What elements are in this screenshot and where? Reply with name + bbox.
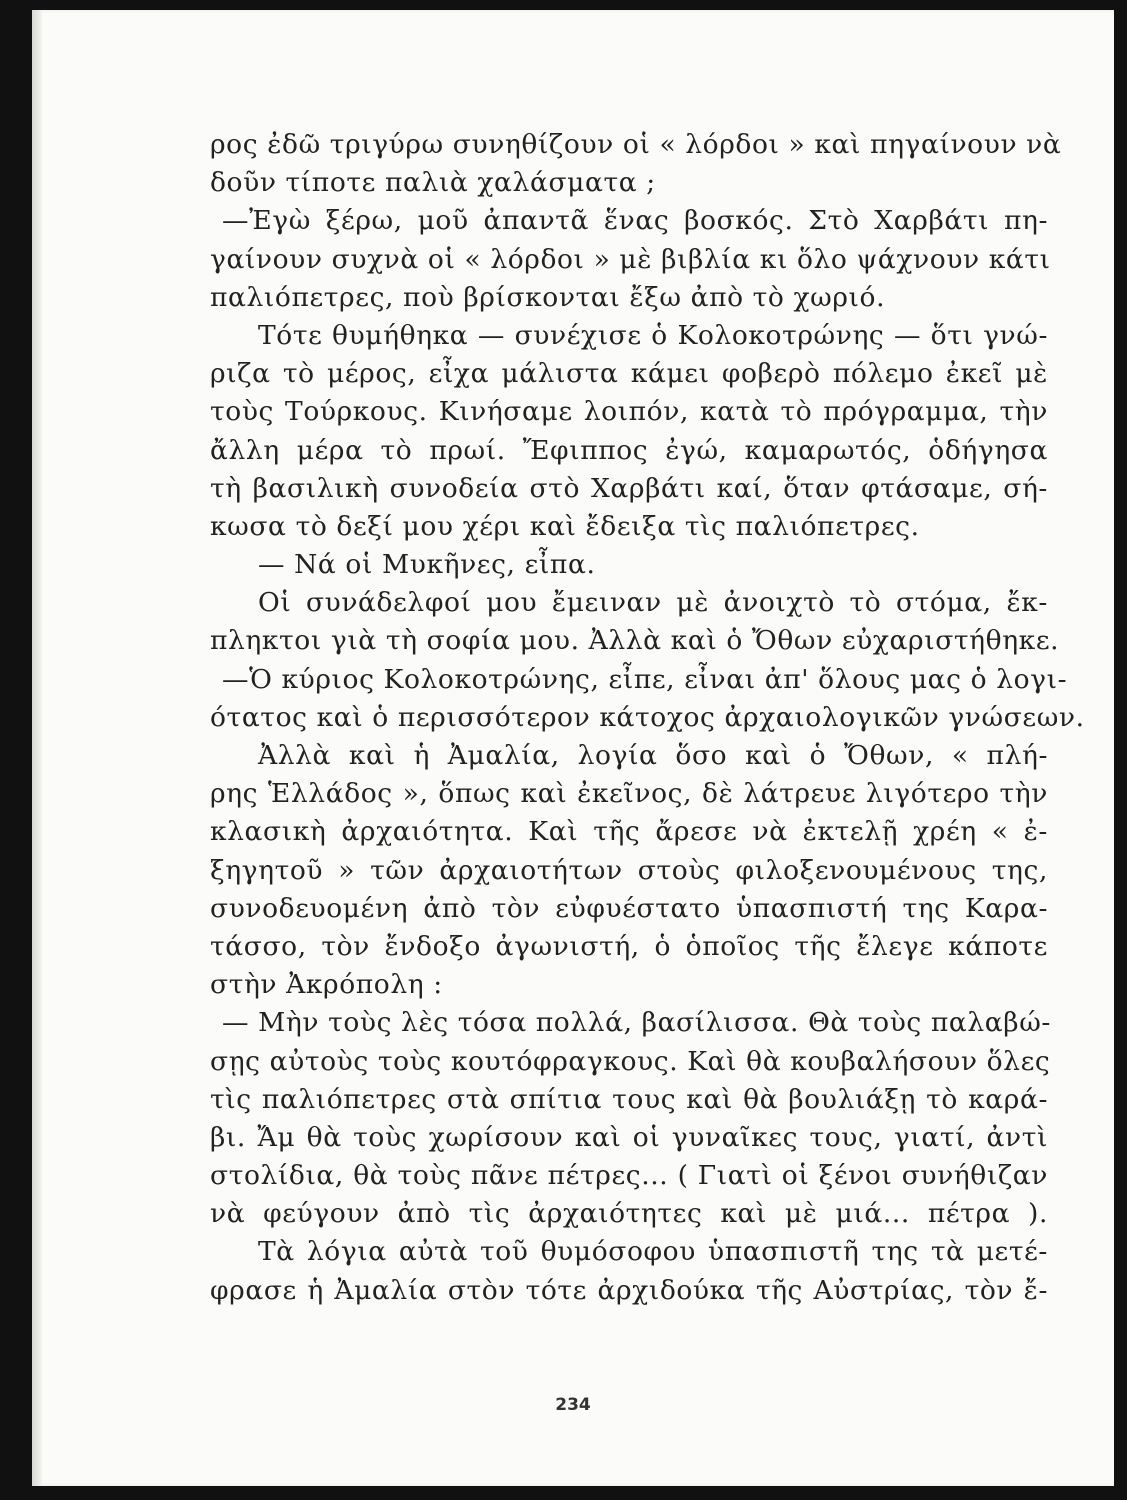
text-line: — Μὴν τοὺς λὲς τόσα πολλά, βασίλισσα. Θὰ τοὺς παλαβώ- [222, 1007, 1051, 1039]
book-page [32, 10, 1114, 1486]
body-text [210, 126, 1085, 1310]
text-line: —Ἐγὼ ξέρω, μοῦ ἀπαντᾶ ἕνας βοσκός. Στὸ Χαρβάτι πη- [222, 205, 1048, 237]
text-line: σῃς αὐτοὺς τοὺς κουτόφραγκους. Καὶ θὰ κουβαλήσουν ὅλες [210, 1045, 1051, 1077]
text-line: ότατος καὶ ὁ περισσότερον κάτοχος ἀρχαιολογικῶν γνώσεων. [210, 701, 1085, 733]
text-line: Οἱ συνάδελφοί μου ἔμειναν μὲ ἀνοιχτὸ τὸ στόμα, ἔκ- [258, 587, 1048, 619]
text-line: Τότε θυμήθηκα — συνέχισε ὁ Κολοκοτρώνης — ὅτι γνώ- [258, 319, 1048, 351]
text-line: — Νά οἱ Μυκῆνες, εἶπα. [258, 549, 596, 581]
text-line: ξηγητοῦ » τῶν ἀρχαιοτήτων στοὺς φιλοξενουμένους της, [210, 854, 1048, 886]
page-number: 234 [555, 1395, 591, 1415]
text-line: τὶς παλιόπετρες στὰ σπίτια τους καὶ θὰ βουλιάξῃ τὸ καρά- [210, 1083, 1048, 1115]
text-line: Τὰ λόγια αὐτὰ τοῦ θυμόσοφου ὑπασπιστῆ της τὰ μετέ- [258, 1236, 1048, 1268]
page-edge [32, 10, 42, 1486]
text-line: παλιόπετρες, ποὺ βρίσκονται ἔξω ἀπὸ τὸ χωριό. [210, 281, 886, 313]
text-line: γαίνουν συχνὰ οἱ « λόρδοι » μὲ βιβλία κι ὅλο ψάχνουν κάτι [210, 243, 1051, 275]
text-line: τάσσο, τὸν ἔνδοξο ἀγωνιστή, ὁ ὁποῖος τῆς ἔλεγε κάποτε [210, 930, 1048, 962]
text-line: τοὺς Τούρκους. Κινήσαμε λοιπόν, κατὰ τὸ πρόγραμμα, τὴν [210, 396, 1048, 428]
text-line: πληκτοι γιὰ τὴ σοφία μου. Ἀλλὰ καὶ ὁ Ὄθων εὐχαριστήθηκε. [210, 625, 1060, 657]
text-line: δοῦν τίποτε παλιὰ χαλάσματα ; [210, 167, 656, 199]
text-line: Ἀλλὰ καὶ ἡ Ἀμαλία, λογία ὅσο καὶ ὁ Ὄθων, « πλή- [258, 740, 1048, 771]
text-line: ἄλλη μέρα τὸ πρωί. Ἔφιππος ἐγώ, καμαρωτός, ὁδήγησα [210, 434, 1048, 466]
text-line: βι. Ἄμ θὰ τοὺς χωρίσουν καὶ οἱ γυναῖκες τους, γιατί, ἀντὶ [210, 1121, 1048, 1153]
text-line: —Ὁ κύριος Κολοκοτρώνης, εἶπε, εἶναι ἀπ' ὅλους μας ὁ λογι- [222, 663, 1068, 695]
text-line: συνοδευομένη ἀπὸ τὸν εὐφυέστατο ὑπασπιστή της Καρα- [210, 892, 1048, 924]
text-line: κλασικὴ ἀρχαιότητα. Καὶ τῆς ἄρεσε νὰ ἐκτελῇ χρέη « ἐ- [210, 816, 1048, 848]
text-line: στολίδια, θὰ τοὺς πᾶνε πέτρες... ( Γιατὶ οἱ ξένοι συνήθιζαν [210, 1160, 1048, 1192]
text-line: νὰ φεύγουν ἀπὸ τὶς ἀρχαιότητες καὶ μὲ μιά... πέτρα ). [210, 1198, 1048, 1230]
text-line: ρος ἐδῶ τριγύρω συνηθίζουν οἱ « λόρδοι » καὶ πηγαίνουν νὰ [210, 129, 1062, 160]
text-line: τὴ βασιλικὴ συνοδεία στὸ Χαρβάτι καί, ὅταν φτάσαμε, σή- [210, 472, 1048, 504]
text-line: κωσα τὸ δεξί μου χέρι καὶ ἔδειξα τὶς παλιόπετρες. [210, 510, 920, 542]
text-line: ρης Ἑλλάδος », ὅπως καὶ ἐκεῖνος, δὲ λάτρευε λιγότερο τὴν [210, 778, 1048, 810]
text-line: στὴν Ἀκρόπολη : [210, 969, 443, 1001]
text-line: φρασε ἡ Ἀμαλία στὸν τότε ἀρχιδούκα τῆς Αὐστρίας, τὸν ἔ- [210, 1274, 1048, 1306]
text-line: ριζα τὸ μέρος, εἶχα μάλιστα κάμει φοβερὸ πόλεμο ἐκεῖ μὲ [210, 358, 1048, 390]
